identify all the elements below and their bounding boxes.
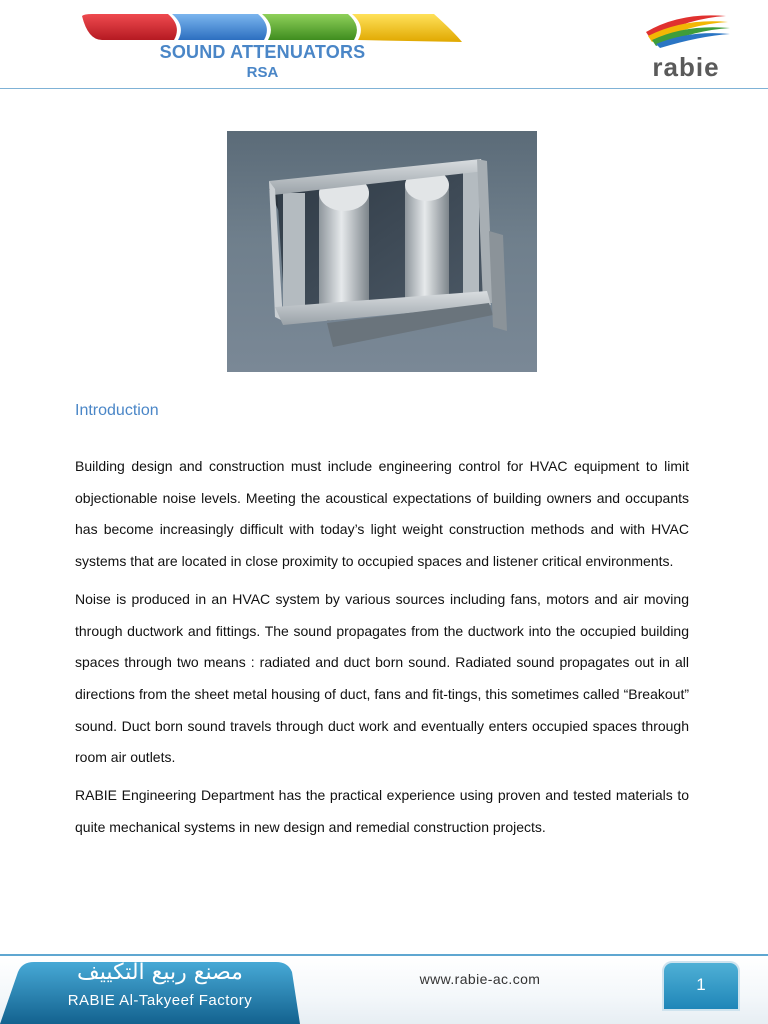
logo-swoosh-icon <box>640 10 732 48</box>
color-ribbon-decoration <box>82 12 462 44</box>
sound-attenuator-image <box>227 131 537 372</box>
page-number: 1 <box>696 975 706 994</box>
logo-wordmark: rabie <box>652 52 720 82</box>
intro-body <box>75 451 689 849</box>
footer-divider <box>0 954 768 956</box>
rabie-logo <box>632 8 740 80</box>
paragraph-3: RABIE Engineering Department has the practical experience using proven and tested materials to quite mechanical systems in new design and remedial construction projects. <box>75 787 689 835</box>
page-title: SOUND ATTENUATORS <box>159 42 366 62</box>
footer-arabic-name: مصنع ربيع التكييف <box>77 960 243 985</box>
page-header <box>0 0 768 92</box>
footer-website-link[interactable]: www.rabie-ac.com <box>419 971 541 987</box>
section-heading: Introduction <box>75 402 159 419</box>
paragraph-2: Noise is produced in an HVAC system by various sources including fans, motors and air moving through ductwork and fittings. The sound propagates from the ductwork into the occupied building spaces through two means : radiated and duct born sound. Radiated sound propagates out in all directions from the sheet metal housing of duct, fans and fit-tings, this sometimes called “Breakout” sound. Duct born sound travels through duct work and eventually enters occupied spaces through room air outlets. <box>75 590 689 766</box>
header-divider <box>0 88 768 89</box>
footer-factory-name: RABIE Al-Takyeef Factory <box>67 992 253 1009</box>
page-subtitle: RSA <box>246 64 279 81</box>
paragraph-1: Building design and construction must include engineering control for HVAC equipment to limit objectionable noise levels. Meeting the acoustical expectations of building owners and occupants has become increasingly difficult with today’s light weight construction methods and with HVAC systems that are located in close proximity to occupied spaces and listener critical environments. <box>75 458 689 570</box>
